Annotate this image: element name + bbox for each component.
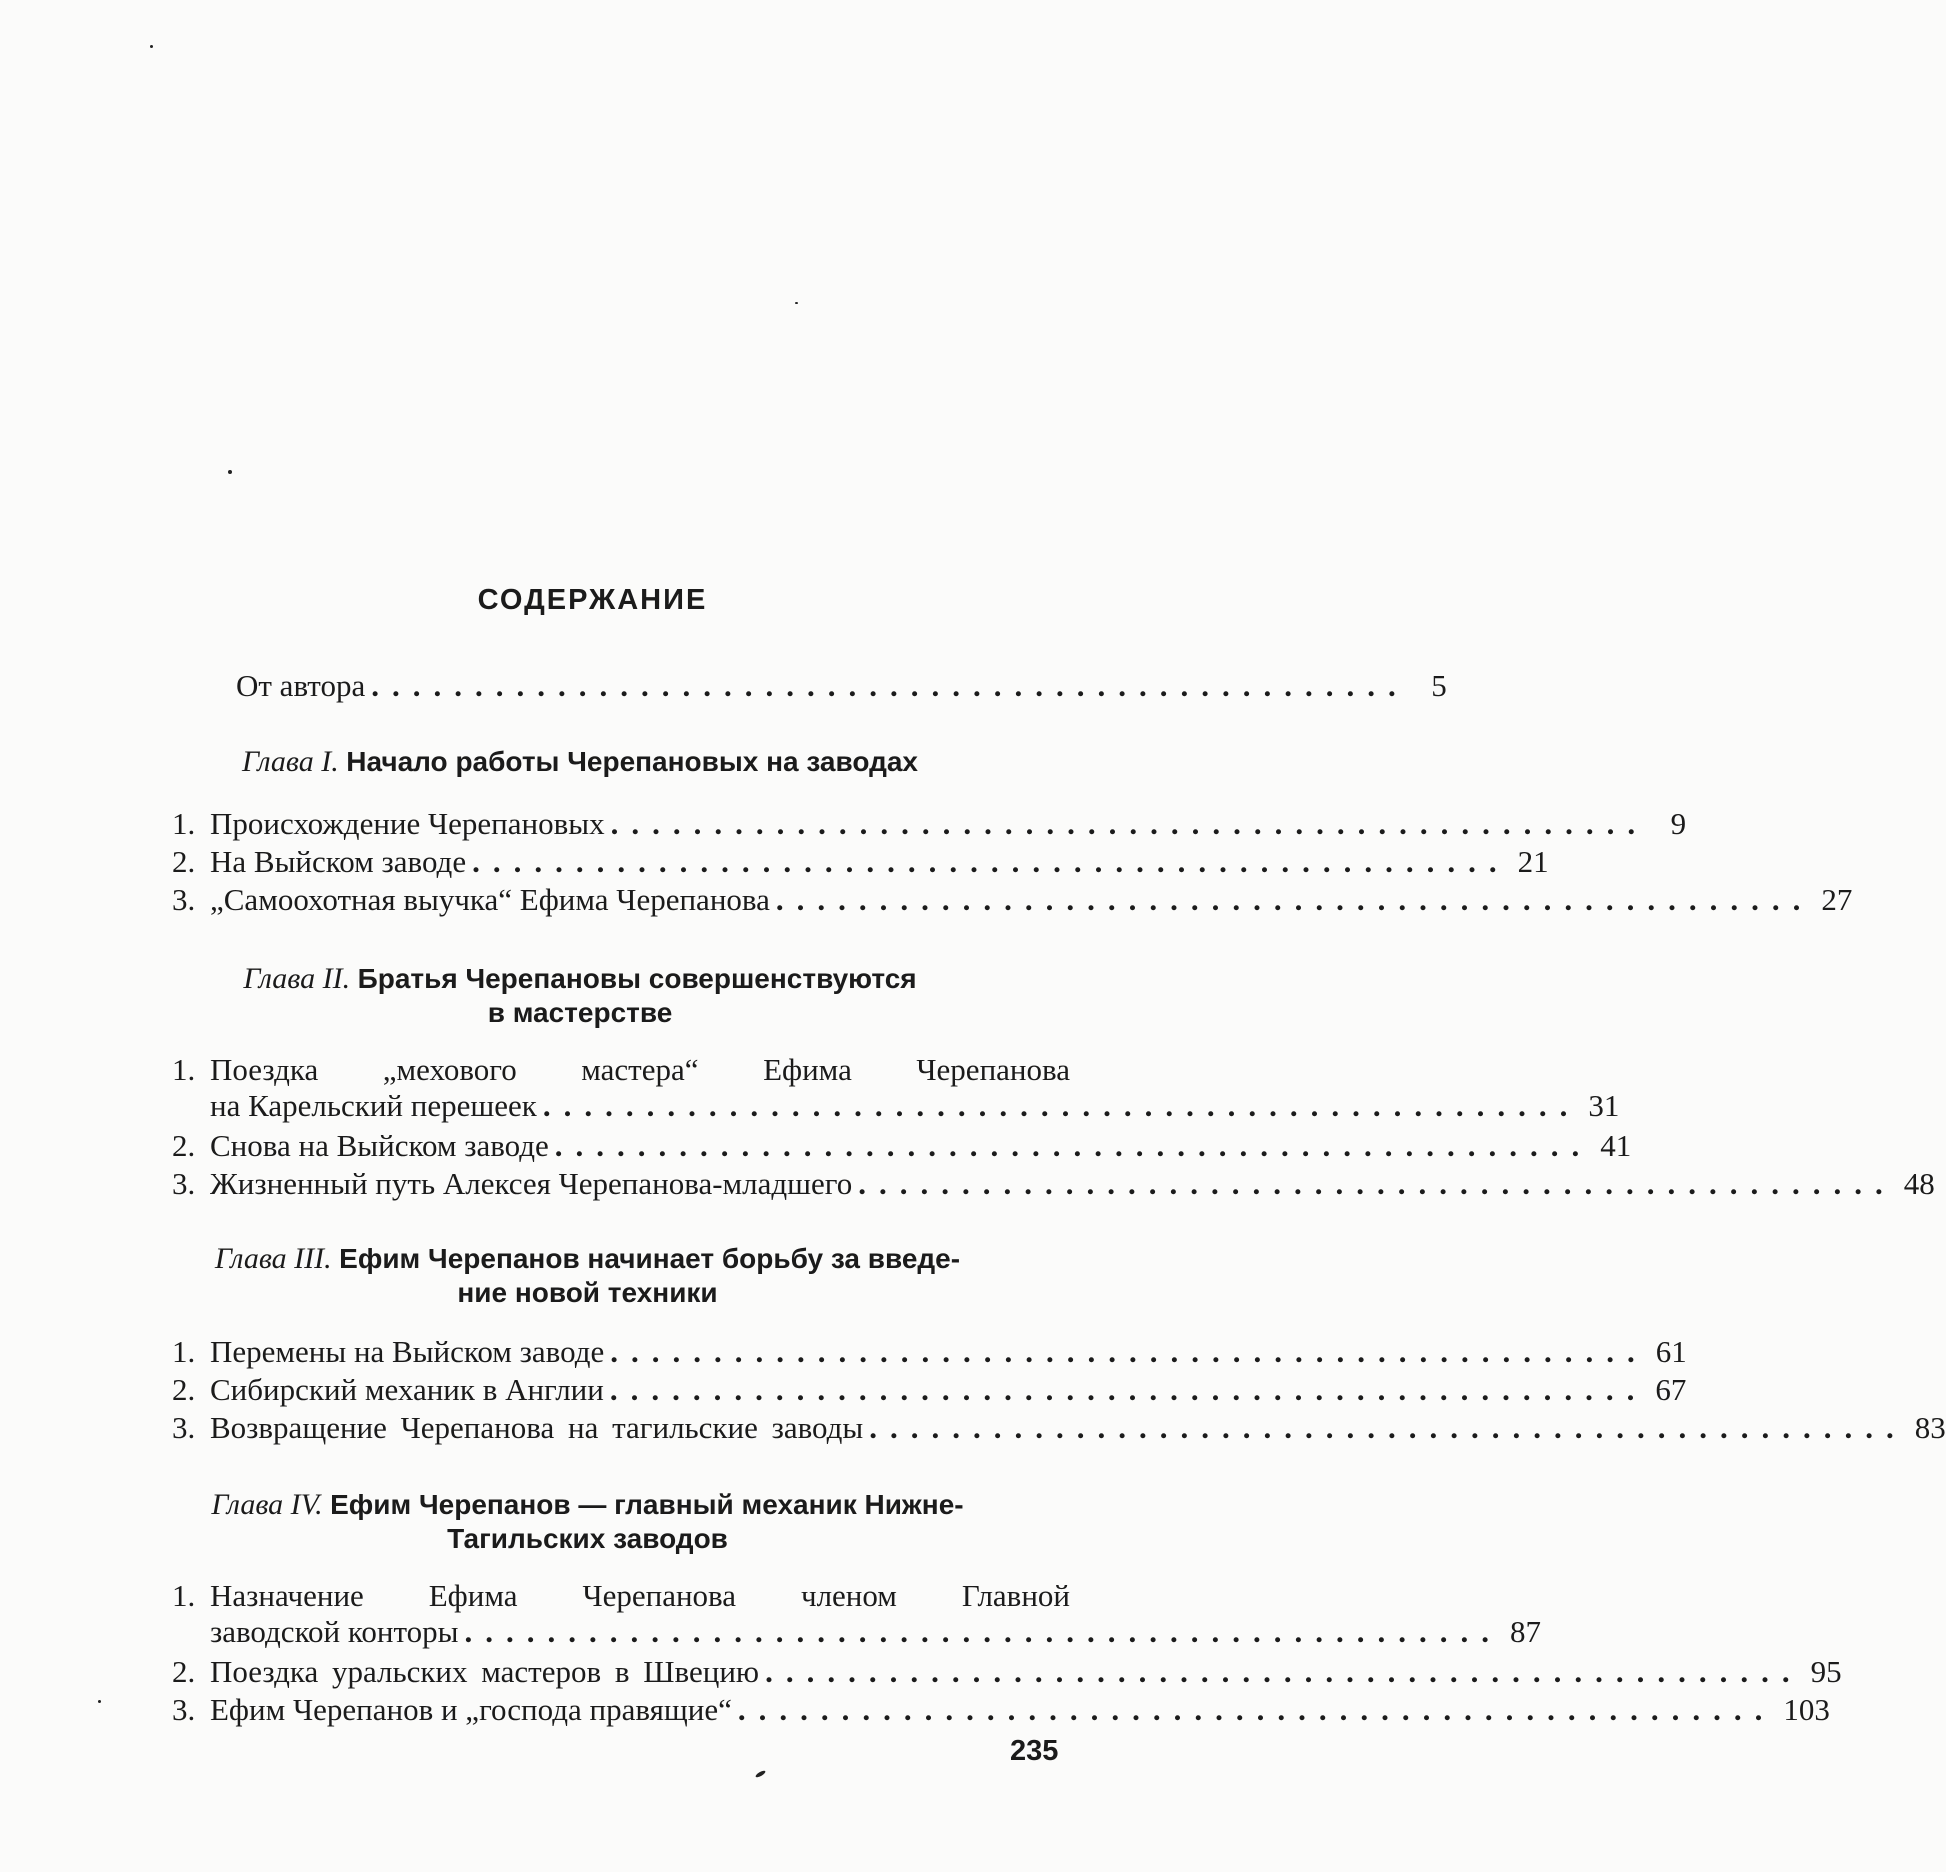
toc-entry-label-continued: заводской конторы bbox=[210, 1614, 458, 1650]
dot-leader: .................................................. bbox=[543, 1088, 1581, 1124]
toc-entry-number: 3. bbox=[172, 1166, 210, 1202]
dot-leader: .................................................. bbox=[858, 1166, 1896, 1202]
toc-entry-label: Поездка уральских мастеров в Швецию bbox=[210, 1654, 759, 1690]
dot-leader: .................................................. bbox=[738, 1692, 1776, 1728]
toc-entry bbox=[172, 1410, 1070, 1446]
toc-entry-page: 61 bbox=[1656, 1334, 1687, 1370]
toc-entry-page: 48 bbox=[1904, 1166, 1935, 1202]
dot-leader: .................................................. bbox=[555, 1128, 1593, 1164]
scan-speck bbox=[98, 1700, 101, 1703]
toc-entry bbox=[172, 1052, 1070, 1124]
chapter-title: Начало работы Черепановых на заводах bbox=[346, 746, 918, 777]
dot-leader: .................................................. bbox=[371, 668, 1409, 704]
toc-entry-number: 2. bbox=[172, 1372, 210, 1408]
toc-entry-number: 1. bbox=[172, 806, 210, 842]
toc-entry-label: Снова на Выйском заводе bbox=[210, 1128, 549, 1164]
dot-leader: .................................................. bbox=[869, 1410, 1907, 1446]
toc-entry bbox=[172, 1578, 1070, 1650]
toc-entry-page: 41 bbox=[1600, 1128, 1631, 1164]
scan-speck bbox=[150, 45, 153, 48]
chapter-title: Ефим Черепанов — главный механик Нижне- bbox=[330, 1489, 964, 1520]
toc-entry-label: Поездка „мехового мастера“ Ефима Черепанова bbox=[210, 1052, 1070, 1088]
toc-entry-number: 3. bbox=[172, 882, 210, 918]
toc-entry-page: 67 bbox=[1655, 1372, 1686, 1408]
scan-speck bbox=[755, 1770, 767, 1779]
toc-entry-label: Происхождение Черепановых bbox=[210, 806, 605, 842]
toc-entry bbox=[172, 1654, 1070, 1690]
toc-entry-number: 2. bbox=[172, 844, 210, 880]
toc-entry-page: 83 bbox=[1915, 1410, 1946, 1446]
chapter-title-continued: Тагильских заводов bbox=[120, 1522, 1055, 1556]
toc-entry bbox=[172, 1372, 1070, 1408]
dot-leader: .................................................. bbox=[765, 1654, 1803, 1690]
toc-entry-label: „Самоохотная выучка“ Ефима Черепанова bbox=[210, 882, 770, 918]
chapter-label: Глава III. bbox=[215, 1242, 332, 1275]
toc-entry-label: Сибирский механик в Англии bbox=[210, 1372, 604, 1408]
chapter-heading bbox=[160, 745, 1000, 779]
chapter-heading bbox=[160, 962, 1000, 1030]
chapter-title-continued: в мастерстве bbox=[160, 996, 1000, 1030]
dot-leader: .................................................. bbox=[464, 1614, 1502, 1650]
toc-entry-label: На Выйском заводе bbox=[210, 844, 466, 880]
toc-entry-number: 3. bbox=[172, 1692, 210, 1728]
toc-entry-number: 2. bbox=[172, 1128, 210, 1164]
chapter-heading bbox=[120, 1242, 1055, 1310]
toc-entry-label: От автора bbox=[236, 668, 365, 704]
dot-leader: .................................................. bbox=[776, 882, 1814, 918]
toc-entry-number: 1. bbox=[172, 1578, 210, 1614]
toc-entry-page: 21 bbox=[1518, 844, 1549, 880]
toc-entry-number: 1. bbox=[172, 1334, 210, 1370]
scan-speck bbox=[795, 302, 798, 304]
chapter-label: Глава I. bbox=[242, 745, 339, 778]
toc-entry-intro bbox=[236, 668, 1070, 704]
toc-entry-label-continued: на Карельский перешеек bbox=[210, 1088, 537, 1124]
toc-entry bbox=[172, 844, 1070, 880]
dot-leader: .................................................. bbox=[610, 1372, 1648, 1408]
contents-heading: СОДЕРЖАНИЕ bbox=[0, 584, 1185, 617]
page-number: 235 bbox=[1010, 1735, 1058, 1768]
dot-leader: .................................................. bbox=[610, 1334, 1648, 1370]
toc-entry-page: 31 bbox=[1588, 1088, 1619, 1124]
toc-entry-number: 2. bbox=[172, 1654, 210, 1690]
toc-entry bbox=[172, 1166, 1070, 1202]
toc-entry bbox=[172, 1692, 1070, 1728]
chapter-title-continued: ние новой техники bbox=[120, 1276, 1055, 1310]
chapter-title: Ефим Черепанов начинает борьбу за введе- bbox=[339, 1243, 960, 1274]
dot-leader: .................................................. bbox=[611, 806, 1649, 842]
toc-entry-label: Ефим Черепанов и „господа правящие“ bbox=[210, 1692, 732, 1728]
toc-entry-number: 1. bbox=[172, 1052, 210, 1088]
toc-entry-page: 87 bbox=[1510, 1614, 1541, 1650]
toc-entry-page: 27 bbox=[1821, 882, 1852, 918]
toc-entry-label: Жизненный путь Алексея Черепанова-младшего bbox=[210, 1166, 852, 1202]
toc-entry bbox=[172, 1334, 1070, 1370]
toc-entry bbox=[172, 882, 1070, 918]
toc-entry-label: Перемены на Выйском заводе bbox=[210, 1334, 604, 1370]
toc-entry bbox=[172, 806, 1070, 842]
chapter-heading bbox=[120, 1488, 1055, 1556]
toc-entry-page: 95 bbox=[1811, 1654, 1842, 1690]
toc-entry-label: Назначение Ефима Черепанова членом Главной bbox=[210, 1578, 1070, 1614]
toc-entry-page: 9 bbox=[1656, 806, 1686, 842]
book-page bbox=[0, 0, 1200, 1872]
toc-entry-page: 103 bbox=[1783, 1692, 1830, 1728]
chapter-title: Братья Черепановы совершенствуются bbox=[358, 963, 917, 994]
toc-entry bbox=[172, 1128, 1070, 1164]
toc-entry-number: 3. bbox=[172, 1410, 210, 1446]
chapter-label: Глава IV. bbox=[211, 1488, 322, 1521]
toc-entry-label: Возвращение Черепанова на тагильские заводы bbox=[210, 1410, 863, 1446]
dot-leader: .................................................. bbox=[472, 844, 1510, 880]
toc-entry-page: 5 bbox=[1417, 668, 1447, 704]
chapter-label: Глава II. bbox=[243, 962, 350, 995]
scan-speck bbox=[228, 470, 232, 474]
